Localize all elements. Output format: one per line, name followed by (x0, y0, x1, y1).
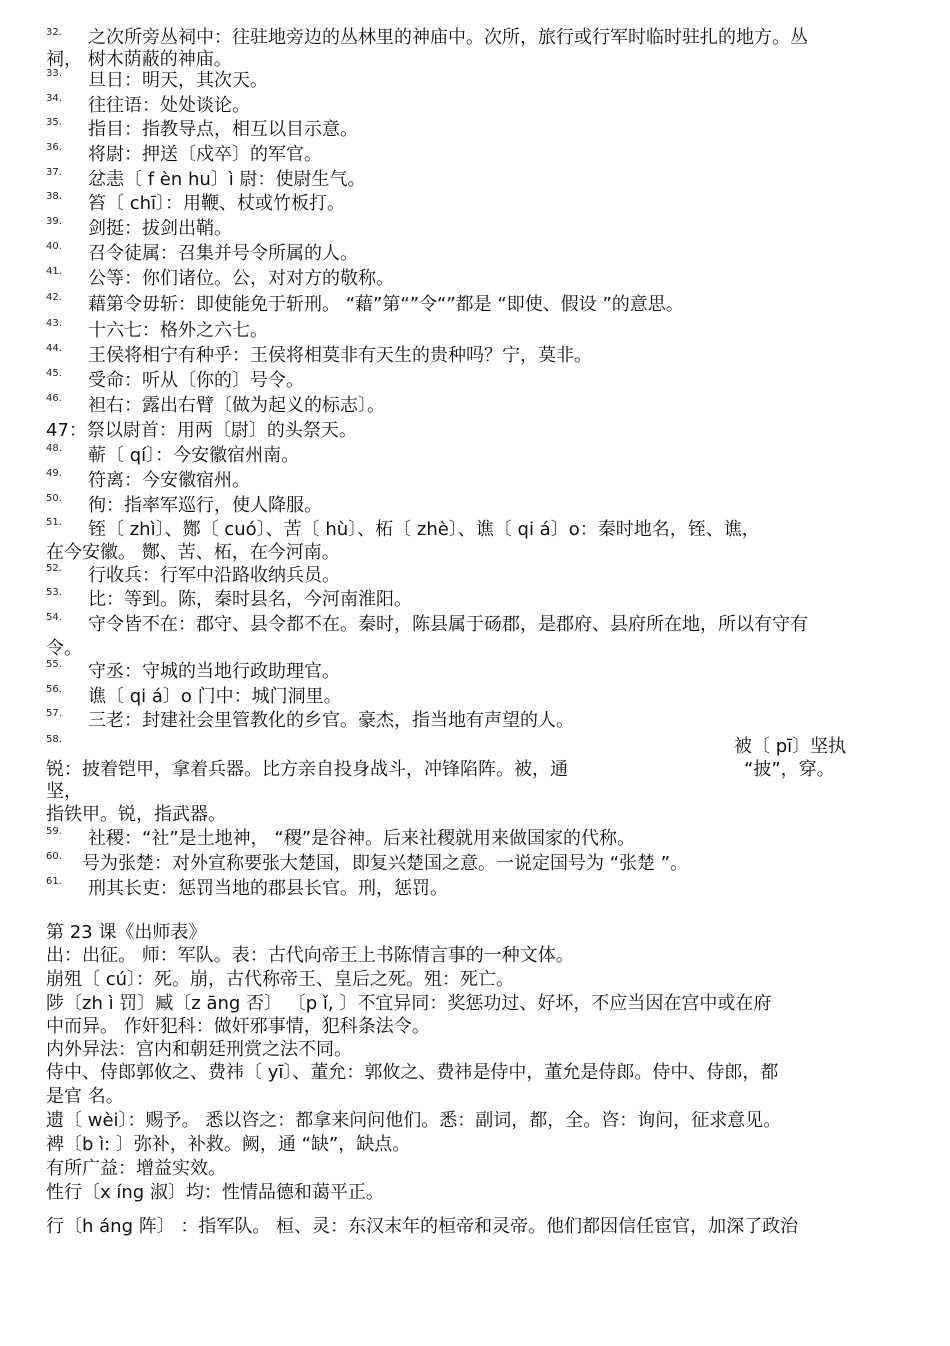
note-line: 之次所旁丛祠中：往驻地旁边的丛林里的神庙中。次所，旅行或行军时临时驻扎的地方。丛 (88, 27, 808, 48)
note-line: 旦日：明天，其次天。 (88, 70, 268, 91)
note-line: “披”，穿。 (744, 759, 835, 780)
note-number: 43. (46, 318, 62, 329)
note-number: 60. (46, 851, 62, 862)
note-line: 守丞：守城的当地行政助理官。 (88, 661, 340, 682)
note-line: 符离：今安徽宿州。 (88, 470, 250, 491)
lesson-line: 侍中、侍郎郭攸之、费祎〔 yī〕、董允：郭攸之、费祎是侍中，董允是侍郎。侍中、侍郎，都 (46, 1062, 779, 1083)
note-line: 铚〔 zhì〕、酂〔 cuó〕、苦〔 hù〕、柘〔 zhè〕、谯〔 qi á〕o：秦时地名，铚、谯， (88, 519, 760, 540)
note-number: 54. (46, 612, 62, 623)
note-line: 公等：你们诸位。公，对对方的敬称。 (88, 268, 394, 289)
note-line: 社稷：“社”是土地神， “稷”是谷神。后来社稷就用来做国家的代称。 (88, 828, 636, 849)
lesson-line: 有所广益：增益实效。 (46, 1158, 226, 1179)
lesson-line: 崩殂〔 cú〕：死。崩，古代称帝王、皇后之死。殂：死亡。 (46, 969, 515, 990)
note-number: 49. (46, 468, 62, 479)
note-number: 57. (46, 708, 62, 719)
note-line: 忿恚〔 f èn hu〕ì 尉：使尉生气。 (88, 169, 366, 190)
note-line: 三老：封建社会里管教化的乡官。豪杰，指当地有声望的人。 (88, 710, 574, 731)
note-number: 56. (46, 684, 62, 695)
note-line: 比：等到。陈，秦时县名，今河南淮阳。 (88, 589, 412, 610)
note-line: 召令徒属：召集并号令所属的人。 (88, 243, 358, 264)
note-number: 39. (46, 216, 62, 227)
note-number: 38. (46, 191, 62, 202)
note-line: 谯〔 qi á〕o 门中：城门洞里。 (88, 686, 342, 707)
lesson-line: 中而异。 作奸犯科：做奸邪事情，犯科条法令。 (46, 1016, 430, 1037)
lesson-line: 内外异法：宫内和朝廷刑赏之法不同。 (46, 1039, 352, 1060)
note-line: 被〔 pī〕坚执 (734, 736, 847, 757)
lesson-line: 裨〔b ì: 〕弥补，补救。阙，通 “缺”，缺点。 (46, 1134, 411, 1155)
lesson-line: 性行〔x íng 淑〕均：性情品德和蔼平正。 (46, 1182, 384, 1203)
note-number: 45. (46, 368, 62, 379)
note-number: 41. (46, 266, 62, 277)
lesson-title: 第 23 课《出师表》 (46, 922, 207, 943)
note-number: 50. (46, 493, 62, 504)
note-number: 51. (46, 517, 62, 528)
note-line: 号为张楚：对外宣称要张大楚国，即复兴楚国之意。一说定国号为 “张楚 ”。 (82, 853, 689, 874)
note-number: 35. (46, 117, 62, 128)
note-number: 36. (46, 142, 62, 153)
note-line: 47：祭以尉首：用两〔尉〕的头祭天。 (46, 420, 357, 441)
note-line: 指目：指教导点，相互以目示意。 (88, 119, 358, 140)
note-line: 笞〔 chī〕：用鞭、杖或竹板打。 (88, 193, 346, 214)
note-number: 58. (46, 734, 62, 745)
note-line: 十六七：格外之六七。 (88, 320, 268, 341)
note-number: 52. (46, 563, 62, 574)
note-line: 剑挺：拔剑出鞘。 (88, 218, 232, 239)
note-number: 53. (46, 587, 62, 598)
note-number: 34. (46, 93, 62, 104)
lesson-line: 是官 名。 (46, 1086, 124, 1107)
note-line: 指铁甲。锐，指武器。 (46, 804, 226, 825)
note-number: 37. (46, 167, 62, 178)
note-line: 藉第令毋斩：即使能免于斩刑。 “藉”第“”令“”都是 “即使、假设 ”的意思。 (88, 294, 684, 315)
lesson-line: 遗〔 wèi〕：赐予。 悉以咨之：都拿来问问他们。悉：副词，都，全。咨：询问，征求意见。 (46, 1110, 782, 1131)
note-line: 蕲〔 qí〕：今安徽宿州南。 (88, 445, 300, 466)
note-line: 坚， (46, 781, 82, 802)
note-line: 徇：指率军巡行，使人降服。 (88, 495, 322, 516)
lesson-line: 陟〔zh ì 罚〕臧〔z āng 否〕 〔p ǐ, 〕不宜异同：奖惩功过、好坏，不应当因在宫中或在府 (46, 993, 772, 1014)
note-number: 40. (46, 241, 62, 252)
note-number: 33. (46, 68, 62, 79)
note-continuation: 祠， 树木荫蔽的神庙。 (46, 49, 232, 70)
note-line: 袒右：露出右臂〔做为起义的标志〕。 (88, 395, 385, 416)
lesson-line: 出：出征。 师：军队。表：古代向帝王上书陈情言事的一种文体。 (46, 945, 574, 966)
note-number: 42. (46, 292, 62, 303)
note-number: 46. (46, 393, 62, 404)
note-continuation: 令。 (46, 638, 82, 659)
lesson-line: 行〔h áng 阵〕 ：指军队。 桓、灵：东汉末年的桓帝和灵帝。他们都因信任宦官，加深了政治 (46, 1216, 799, 1237)
note-line: 守令皆不在：郡守、县令都不在。秦时，陈县属于砀郡，是郡府、县府所在地，所以有守有 (88, 614, 808, 635)
note-number: 55. (46, 659, 62, 670)
note-line: 行收兵：行军中沿路收纳兵员。 (88, 565, 340, 586)
note-line: 将尉：押送〔戍卒〕的军官。 (88, 144, 322, 165)
note-continuation: 在今安徽。 酂、苦、柘，在今河南。 (46, 542, 340, 563)
note-number: 59. (46, 826, 62, 837)
note-line: 刑其长吏：惩罚当地的郡县长官。刑，惩罚。 (88, 878, 448, 899)
note-line: 往往语：处处谈论。 (88, 95, 250, 116)
note-number: 32. (46, 27, 62, 38)
note-line: 王侯将相宁有种乎：王侯将相莫非有天生的贵种吗？宁，莫非。 (88, 345, 592, 366)
note-line: 受命：听从〔你的〕号令。 (88, 370, 304, 391)
note-number: 48. (46, 443, 62, 454)
note-number: 44. (46, 343, 62, 354)
note-line: 锐：披着铠甲，拿着兵器。比方亲自投身战斗，冲锋陷阵。被，通 (46, 759, 568, 780)
note-number: 61. (46, 876, 62, 887)
